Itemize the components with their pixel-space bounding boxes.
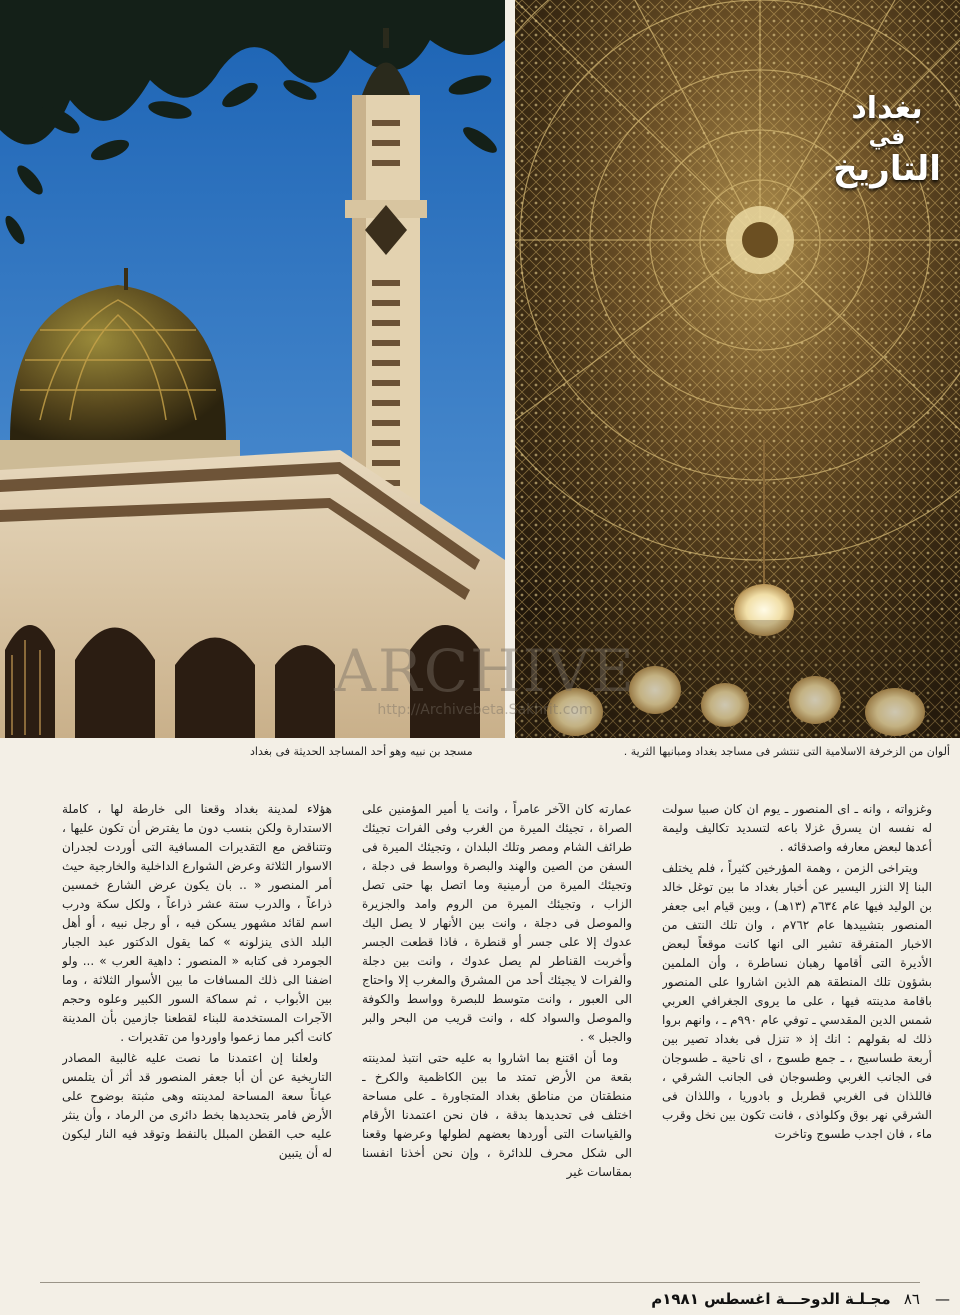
series-title-line3: التاريخ xyxy=(833,149,941,189)
series-title xyxy=(832,92,942,188)
column-3-paragraph: هؤلاء لمدينة بغداد وقعنا الى خارطة لها ، كاملة الاستدارة ولكن بنسب دون ما يفترض أن تكون عليها ، وتتناقض مع التقديرات المسافية التى أوردت لجدران الاسوار الثلاثة وعرض الشوارع الداخلية والخارجية حيث أمر المنصور « .. بان يكون عرض الشارع خمسين ذراعاً ، والدرب ستة عشر ذراعاً ، ولكل سكة ودرب اسم لقائد مشهور يسكن فيه ، أو رجل نبيه ، أو أهل البلد الذى ينزلونه » كما يقول الدكتور عبد الجبار الجومرد فى كتابه « المنصور : داهية العرب » ... ولو اضفنا الى ذلك المسافات ما بين الأسوار الثلاثة ، وما بين الأبواب ، ثم سماكة السور الكبير وعلوه وحجم الآجرات المستخدمة للبناء لقطعنا جازمين بأن المدينة كانت أكبر مما زعموا واوردوا من تقديرات . xyxy=(62,802,332,1044)
page-footer xyxy=(651,1290,950,1308)
page-number: ٨٦ xyxy=(903,1290,920,1308)
footer-rule xyxy=(40,1282,920,1283)
column-2-paragraph: عمارته كان الآخر عامراً ، وانت يا أمير المؤمنين على الصراة ، تجيئك الميرة من الغرب وفى الفرات تجيئك طرائف الشام ومصر وتلك البلدان ، وتجيئك الميرة فى السفن من الصين والهند والبصرة وواسط فى دجلة ، وتجيئك الميرة من أرمينية وما اتصل بها حتى تصل الزاب ، وتجيئك الميرة من الروم وامد والجزيرة والموصل فى دجلة ، وانت بين الأنهار لا يصل اليك عدوك إلا على جسر أو قنطرة ، فاذا قطعت الجسر وأخربت القناطر لم يصل عدوك ، وانت بين دجلة والفرات لا يجيئك أحد من المشرق والمغرب إلا واحتاج الى العبور ، وانت متوسط للبصرة وواسط والكوفة والموصل والسواد كله ، وانت قريب من البحر والبر والجبل » . xyxy=(362,802,632,1044)
column-2-paragraph: وما أن اقتنع بما اشاروا به عليه حتى انتبذ لمدينته بقعة من الأرض تمتد ما بين الكاظمية والكرخ ـ منطقتان من مناطق بغداد المتجاورة ـ على مساحة اختلف فى تحديدها بدقة ، فان نحن اعتمدنا الأرقام والقياسات التى أوردها بعضهم لطولها وعرضها وقعنا الى شكل محرف للدائرة ، وإن نحن أخذنا انفسنا بمقاسات غير xyxy=(362,1051,632,1179)
watermark-text: ARCHIVE xyxy=(334,637,636,705)
column-1-paragraph: ويتراخى الزمن ، وهمة المؤرخين كثيراً ، فلم يختلف البنا إلا النزر اليسير عن أخبار بغداد ما بين توغل خالد بن الوليد فيها عام ٦٣٤م (١٣هـ) ، وبين قيام ابى جعفر المنصور بتشييدها عام ٧٦٢م ، وان تلك النتف من الاخبار المتفرقة تشير الى انها كانت موقعاً لبعض الأديرة التى أقامها رهبان نساطرة ، وأن الملمين بشؤون تلك المنطقة هم الذين اشاروا على المنصور باقامة مدينته فيها ، على ما يروى الجغرافي العربي شمس الدين المقدسي ـ توفي عام ٩٩٠م ـ ، وانهم بروا ذلك له بقولهم : انك إذ « تنزل فى بغداد تصير بين أربعة طساسيج ، ـ جمع طسوج ، اى ناحية ـ طسوجان فى الجانب الغربي وطسوجان فى الجانب الشرقي ، فاللذان فى الغربي قطربل و بادوريا ، واللذان فى الشرقي نهر بوق وكلواذى ، فانت تكون بين نخل وقرب ماء ، فان اجدب طسوج وتاخرت xyxy=(662,861,932,1141)
footer-dash: — xyxy=(935,1290,950,1308)
column-3-paragraph: ولعلنا إن اعتمدنا ما نصت عليه غالبية المصادر التاريخية عن أن أبا جعفر المنصور قد أثر أن يتلمس عياناً سعة المساحة لمدينته وهى مثبتة بوضوح على الأرض فامر بتحديدها بخط دائرى من الرماد ، وأن ينثر عليه حب القطن المبلل بالنفط وتوقد فيه النار ليكون له أن يتبين xyxy=(62,1051,332,1160)
article-body xyxy=(62,800,932,1235)
mosque-photo-illustration xyxy=(0,0,505,738)
magazine-name-date: مجـلـة الدوحـــة اغسطس ١٩٨١م xyxy=(651,1290,891,1308)
caption-dome-interior: ألوان من الزخرفة الاسلامية التى تنتشر فى مساجد بغداد ومبانيها الثرية . xyxy=(623,745,950,758)
article-column-2 xyxy=(362,800,632,1235)
column-1-paragraph: وغزواته ، وانه ـ اى المنصور ـ يوم ان كان صبيا سولت له نفسه ان يسرق غزلا باعه لتسديد تكاليف وليمة أعدها لبعض معارفه واصدقائه . xyxy=(662,802,932,854)
mosque-photo xyxy=(0,0,505,738)
series-title-line1: بغداد xyxy=(851,91,923,126)
series-title-line2: في xyxy=(868,125,906,150)
watermark-url: http://Archivebeta.Sakhrit.com xyxy=(377,702,593,718)
article-column-3 xyxy=(62,800,332,1235)
article-column-1 xyxy=(662,800,932,1235)
caption-mosque: مسجد بن نبيه وهو أحد المساجد الحديثة فى بغداد xyxy=(250,745,473,758)
